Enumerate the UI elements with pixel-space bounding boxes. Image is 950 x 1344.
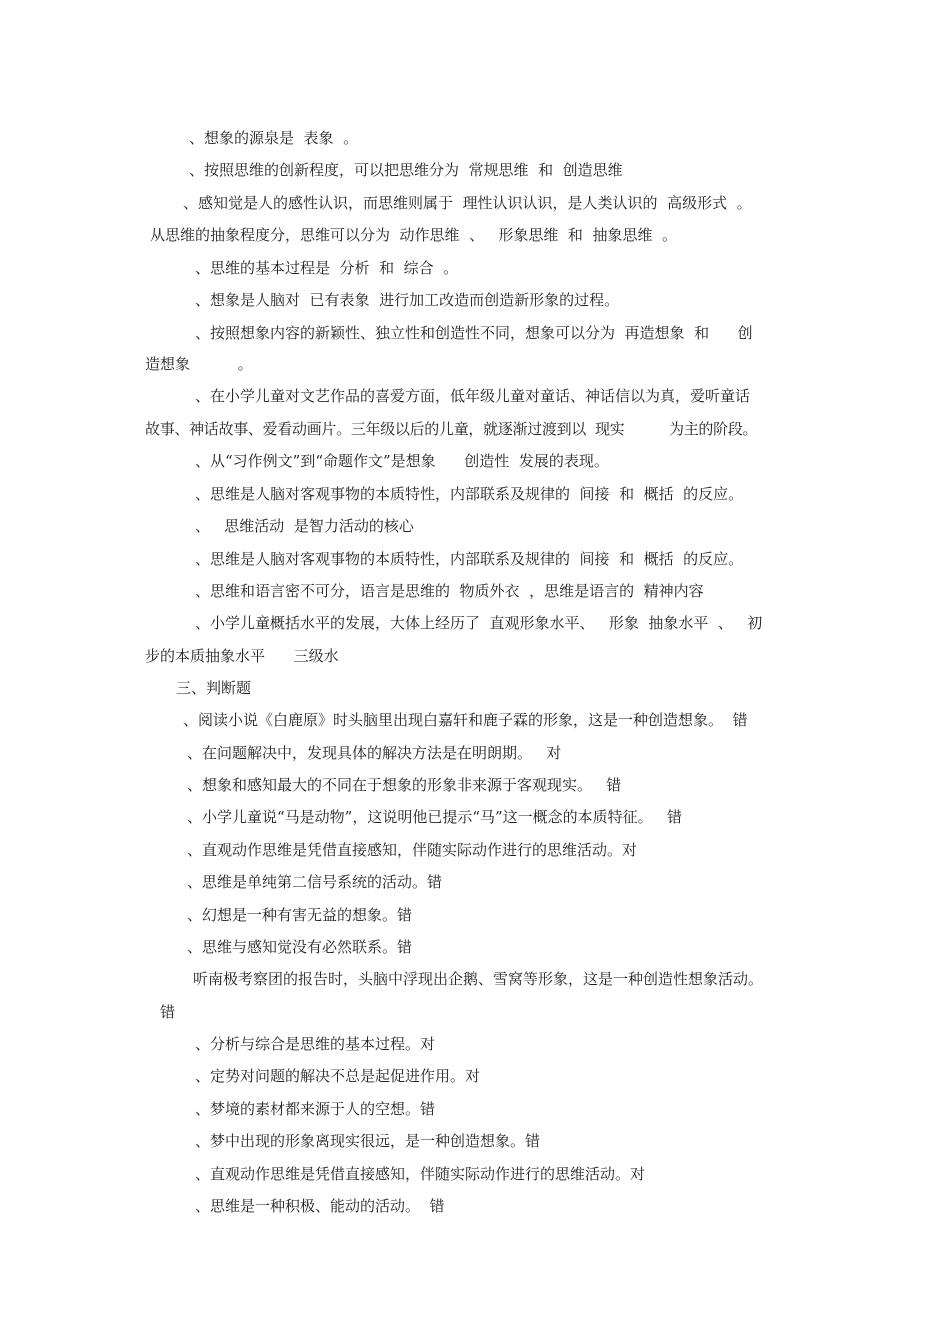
judgement-line: 、直观动作思维是凭借直接感知，伴随实际动作进行的思维活动。对	[187, 841, 638, 859]
judgement-line: 、想象和感知最大的不同在于想象的形象非来源于客观现实。 错	[187, 776, 622, 794]
judgement-line: 、阅读小说《白鹿原》时头脑里出现白嘉轩和鹿子霖的形象，这是一种创造想象。 错	[183, 711, 748, 729]
fill-in-line: 、按照思维的创新程度，可以把思维分为 常规思维 和 创造思维	[189, 161, 623, 179]
judgement-line: 、在问题解决中，发现具体的解决方法是在明朗期。 对	[187, 744, 562, 762]
fill-in-line: 、感知觉是人的感性认识，而思维则属于 理性认识认识，是人类认识的 高级形式 。	[183, 194, 752, 212]
fill-in-line: 、在小学儿童对文艺作品的喜爱方面，低年级儿童对童话、神话信以为真，爱听童话	[195, 387, 751, 405]
judgement-line: 、直观动作思维是凭借直接感知，伴随实际动作进行的思维活动。对	[195, 1165, 646, 1183]
judgement-line: 、定势对问题的解决不总是起促进作用。对	[195, 1067, 481, 1085]
fill-in-line: 、思维是人脑对客观事物的本质特性，内部联系及规律的 间接 和 概括 的反应。	[195, 485, 744, 503]
judgement-line: 、幻想是一种有害无益的想象。错	[187, 906, 413, 924]
judgement-line: 听南极考察团的报告时，头脑中浮现出企鹅、雪窝等形象，这是一种创造性想象活动。	[193, 970, 764, 988]
fill-in-line: 、想象是人脑对 已有表象 进行加工改造而创造新形象的过程。	[195, 291, 620, 309]
fill-in-line: 造想象 。	[145, 355, 253, 373]
fill-in-line: 、从“习作例文”到“命题作文”是想象 创造性 发展的表现。	[195, 452, 609, 470]
judgement-line: 、思维与感知觉没有必然联系。错	[187, 938, 413, 956]
fill-in-line: 、 思维活动 是智力活动的核心	[195, 517, 414, 535]
judgement-line: 错	[160, 1003, 176, 1021]
section-title: 三、判断题	[176, 679, 252, 697]
fill-in-line: 、思维是人脑对客观事物的本质特性，内部联系及规律的 间接 和 概括 的反应。	[195, 550, 744, 568]
judgement-line: 、分析与综合是思维的基本过程。对	[195, 1035, 436, 1053]
judgement-line: 、小学儿童说“马是动物”，这说明他已提示“马”这一概念的本质特征。 错	[187, 808, 682, 826]
judgement-line: 、思维是单纯第二信号系统的活动。错	[187, 873, 443, 891]
fill-in-line: 从思维的抽象程度分，思维可以分为 动作思维 、 形象思维 和 抽象思维 。	[150, 226, 677, 244]
fill-in-line: 、按照想象内容的新颖性、独立性和创造性不同，想象可以分为 再造想象 和 创	[195, 324, 753, 342]
fill-in-line: 、思维的基本过程是 分析 和 综合 。	[195, 259, 459, 277]
fill-in-line: 故事、神话故事、爱看动画片。三年级以后的儿童，就逐渐过渡到以 现实 为主的阶段。	[145, 420, 758, 438]
judgement-line: 、梦中出现的形象离现实很远，是一种创造想象。错	[195, 1132, 541, 1150]
fill-in-line: 、思维和语言密不可分，语言是思维的 物质外衣 ，思维是语言的 精神内容	[195, 582, 704, 600]
fill-in-line: 步的本质抽象水平 三级水	[145, 647, 339, 665]
fill-in-line: 、小学儿童概括水平的发展，大体上经历了 直观形象水平、 形象 抽象水平 、 初	[195, 614, 763, 632]
fill-in-line: 、想象的源泉是 表象 。	[189, 129, 359, 147]
judgement-line: 、思维是一种积极、能动的活动。 错	[195, 1197, 445, 1215]
judgement-line: 、梦境的素材都来源于人的空想。错	[195, 1100, 436, 1118]
